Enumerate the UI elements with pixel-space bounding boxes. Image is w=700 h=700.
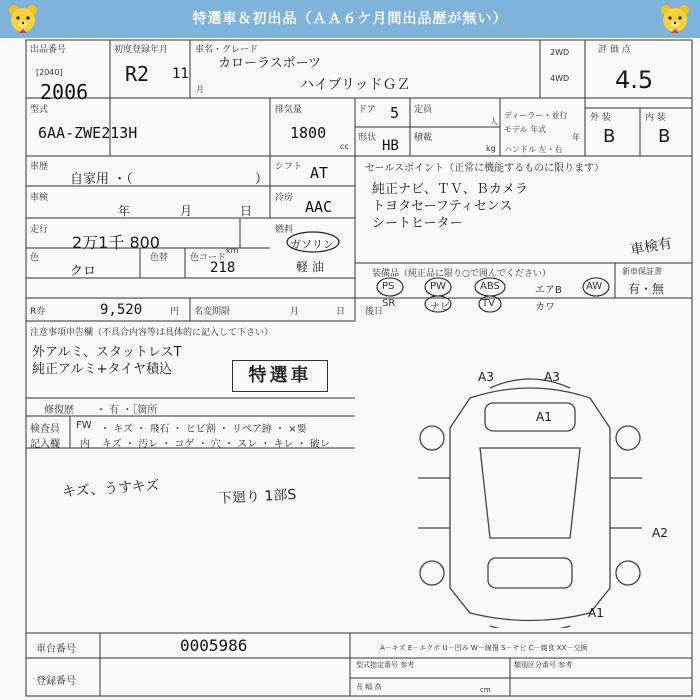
score: 4.5	[615, 66, 654, 94]
color-no-label: 色替	[150, 253, 169, 263]
shift: AT	[310, 164, 329, 182]
insp-day: 日	[240, 204, 253, 218]
color-code: 218	[210, 260, 236, 276]
cc-unit: cc	[340, 142, 349, 151]
warranty: 有・無	[628, 282, 665, 296]
equip-airbag: エアB	[535, 285, 562, 296]
drive-4wd: 4WD	[550, 74, 570, 83]
notes-label: 注意事項申告欄（不具合内容等は具体的に記入して下さい）	[30, 328, 274, 338]
equip-label: 装備品（純正品に限り○で囲んでください）	[372, 269, 551, 279]
type-label: 型式	[30, 105, 49, 115]
lot-small: [2040]	[36, 68, 63, 77]
rear-label: 後日	[365, 307, 384, 317]
mileage-unit: km	[226, 246, 239, 255]
fuel-diesel: 軽 油	[296, 260, 324, 274]
repair-value: ・ 有 ・［箇所	[96, 405, 158, 416]
entry-items: キズ ・ 汚レ ・ コゲ ・ 穴 ・ スレ ・ キレ ・ 破レ	[102, 439, 330, 450]
mark-a3-left: A3	[478, 370, 494, 384]
dim-unit: cm	[480, 686, 491, 694]
bear-icon-right	[658, 2, 692, 36]
model-label: 車名・グレード	[195, 45, 259, 55]
reg-label: 登録番号	[36, 676, 76, 687]
year-unit: 年	[572, 133, 580, 142]
inspection-label: 車検	[30, 193, 49, 203]
color-label: 色	[30, 253, 40, 263]
mileage-label: 走行	[30, 225, 49, 235]
check-items: ・ キズ ・ 飛石 ・ ヒビ割 ・ リペア跡 ・ ×要	[100, 424, 307, 435]
repair-label: 修復歴	[44, 405, 74, 416]
check-label: 検査員	[30, 424, 60, 435]
cc-value: 1800	[290, 124, 327, 142]
entry-field: 内	[80, 439, 90, 450]
grade: ハイブリッドＧＺ	[300, 77, 411, 93]
shape: HB	[382, 138, 399, 154]
equip-sr: SR	[382, 298, 396, 309]
recycle-unit: 円	[170, 307, 180, 317]
equip-leather: カワ	[535, 302, 555, 313]
handle-label: ハンドル 左・右	[504, 145, 563, 154]
mark-a1-top: A1	[536, 410, 552, 424]
fuel-circle	[283, 228, 351, 256]
banner	[0, 0, 700, 38]
mark-a3-right: A3	[544, 370, 560, 384]
equip-circles	[370, 272, 610, 316]
capacity-unit: 人	[490, 117, 498, 126]
reg-month: 11	[172, 66, 189, 82]
nc-month: 月	[290, 307, 300, 317]
month-unit: 月	[196, 85, 204, 94]
shape-label: 形状	[358, 133, 377, 143]
door-label: ドア	[358, 105, 376, 115]
legend: A－キズ E－エクボ U－凹み W－線傷 S－サビ C－腐食 XX－交換	[380, 644, 588, 652]
name-change-label: 名変期限	[194, 307, 231, 317]
notes-line-2: 純正アルミ+タイヤ積込	[32, 362, 173, 377]
notes-line-1: 外アルミ、スタットレスT	[32, 345, 182, 360]
interior-label: 内 装	[645, 113, 666, 123]
equip-aw: AW	[586, 281, 603, 292]
cert-sub: 類別区分番号 参考	[514, 661, 573, 669]
selling-label: セールスポイント（正常に機能するものに限ります）	[365, 163, 605, 174]
dims-label: 長 幅 高	[356, 683, 382, 691]
color: クロ	[70, 264, 97, 279]
equip-navi: ナビ	[430, 302, 450, 313]
usage: 自家用 ・（	[70, 172, 133, 187]
equip-pw: PW	[430, 281, 446, 292]
model-year-label: モデル 年式	[504, 125, 547, 134]
cert-label: 型式指定番号 参考	[356, 661, 415, 669]
usage-close: ）	[255, 172, 269, 187]
mark-a2: A2	[652, 526, 668, 540]
nc-day: 日	[336, 307, 346, 317]
usage-label: 車歴	[30, 162, 49, 172]
selling-point-1: 純正ナビ、ＴＶ、Ｂカメラ	[372, 182, 528, 197]
shift-label: シフト	[275, 162, 303, 172]
first-reg-label: 初度登録年月	[114, 45, 169, 55]
equip-ps: PS	[382, 281, 395, 292]
doors: 5	[390, 104, 400, 122]
chassis-label: 車台番号	[36, 644, 76, 655]
chassis: 0005986	[180, 636, 248, 655]
equip-tv: TV	[482, 298, 495, 309]
auction-sheet	[0, 38, 700, 700]
lot-number: 2006	[40, 80, 89, 104]
exterior-label: 外 装	[590, 113, 611, 123]
cc-label: 排気量	[275, 105, 303, 115]
mileage: 2万1千 800	[72, 233, 160, 252]
fuel-gas: ガソリン	[290, 238, 334, 251]
type-code: 6AA-ZWE213H	[38, 124, 138, 142]
fw-field: FW	[76, 420, 92, 431]
era-year: R2	[125, 62, 150, 86]
special-stamp: 特選車	[232, 360, 328, 392]
ac: AAC	[305, 198, 333, 216]
recycle-label: R券	[30, 307, 46, 317]
capacity-label: 定員	[414, 105, 433, 115]
load-unit: kg	[486, 144, 496, 153]
car-damage-diagram	[410, 358, 680, 628]
hw-left-note: キズ、うすキズ	[61, 477, 160, 501]
equip-abs: ABS	[480, 281, 500, 292]
bear-icon-left	[6, 2, 40, 36]
model-name: カローラスポーツ	[218, 56, 322, 71]
recycle: 9,520	[100, 302, 143, 318]
color-code-label: 色コード	[190, 253, 227, 263]
dealer-label: ディーラー・並行	[504, 111, 568, 120]
interior-grade: B	[658, 126, 671, 147]
exterior-grade: B	[603, 126, 616, 147]
insp-month: 月	[180, 204, 193, 218]
selling-point-2: トヨタセーフティセンス	[372, 199, 513, 214]
note-top: 車検有	[629, 235, 674, 259]
entry-label: 記入欄	[30, 439, 60, 450]
warranty-label: 新車保証書	[622, 267, 662, 276]
hw-right-note: 下廻り 1部S	[217, 486, 297, 508]
lot-label: 出品番号	[30, 45, 67, 55]
score-label: 評 価 点	[598, 45, 631, 55]
insp-year: 年	[118, 204, 131, 218]
fuel-label: 燃料	[275, 225, 294, 235]
ac-label: 冷房	[275, 193, 294, 203]
mark-a1-bottom: A1	[588, 606, 604, 620]
selling-point-3: シートヒーター	[372, 216, 463, 231]
banner-title: 特選車＆初出品（ＡＡ６ケ月間出品歴が無い）	[192, 11, 508, 27]
load-label: 積載	[414, 133, 433, 143]
drive-2wd: 2WD	[550, 48, 570, 57]
